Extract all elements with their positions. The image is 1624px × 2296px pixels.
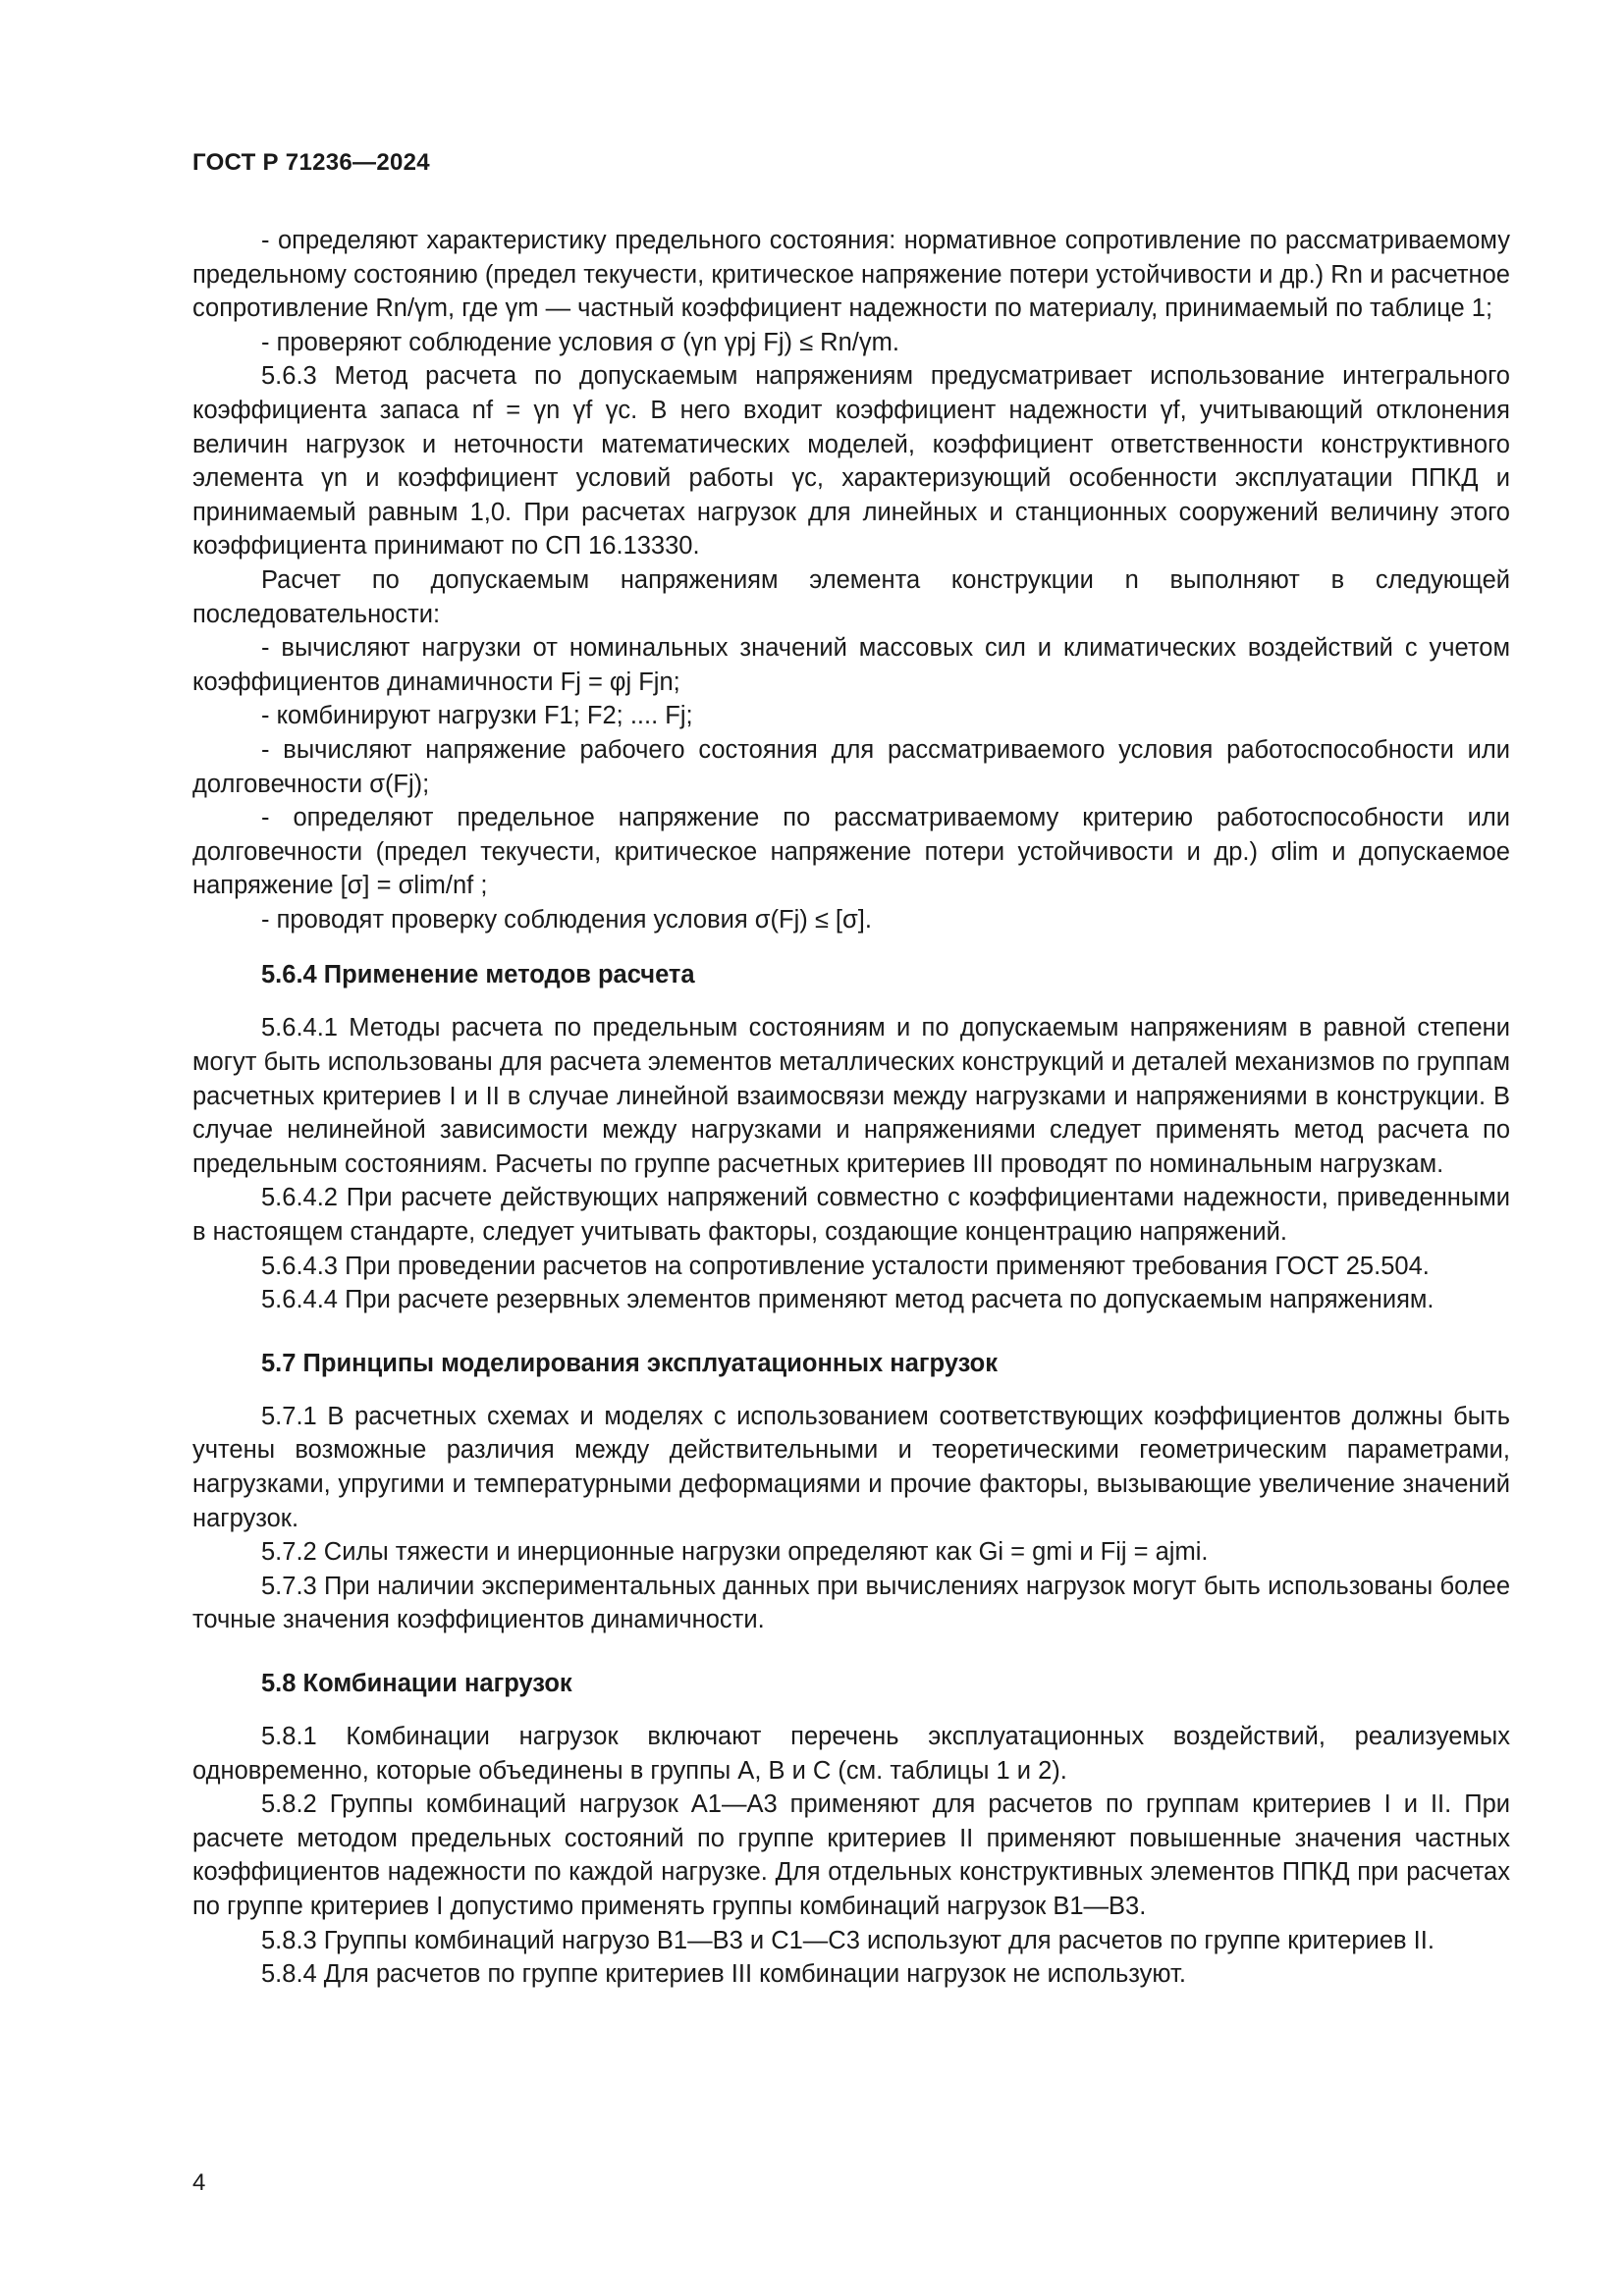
paragraph: - определяют предельное напряжение по рассматриваемому критерию работоспособности или долговечности (предел текучести, критическое напряжение потери устойчивости и др.) σlim и допускаемое напряжение [σ] = σlim/nf ; (192, 804, 1510, 900)
paragraph: 5.7.3 При наличии экспериментальных данных при вычислениях нагрузок могут быть использованы более точные значения коэффициентов динамичности. (192, 1572, 1510, 1634)
page-number: 4 (192, 2169, 206, 2196)
document-body (192, 224, 1510, 1992)
paragraph: 5.6.4.4 При расчете резервных элементов применяют метод расчета по допускаемым напряжениям. (261, 1286, 1435, 1314)
paragraph: - комбинируют нагрузки F1; F2; .... Fj; (261, 702, 693, 730)
paragraph: 5.7.2 Силы тяжести и инерционные нагрузки определяют как Gi = gmi и Fij = ajmi. (261, 1538, 1209, 1567)
paragraph: - определяют характеристику предельного состояния: нормативное сопротивление по рассматриваемому предельному состоянию (предел текучести, критическое напряжение потери устойчивости и др.) Rn и расчетное сопротивление Rn/γm, где γm — частный коэффициент надежности по материалу, принимаемый по таблице 1; (192, 227, 1510, 323)
paragraph: 5.6.4.3 При проведении расчетов на сопротивление усталости применяют требования ГОСТ 25.504. (261, 1252, 1430, 1280)
paragraph: - проводят проверку соблюдения условия σ(Fj) ≤ [σ]. (261, 905, 872, 934)
paragraph: 5.7.1 В расчетных схемах и моделях с использованием соответствующих коэффициентов должны быть учтены возможные различия между действительными и теоретическими геометрическим параметрами, нагрузками, упругими и температурными деформациями и прочие факторы, вызывающие увеличение значений нагрузок. (192, 1402, 1510, 1532)
paragraph: 5.6.4.1 Методы расчета по предельным состояниям и по допускаемым напряжениям в равной степени могут быть использованы для расчета элементов металлических конструкций и деталей механизмов по группам расчетных критериев I и II в случае линейной взаимосвязи между нагрузками и напряжениями в конструкции. В случае нелинейной зависимости между нагрузками и напряжениями следует применять метод расчета по предельным состояниям. Расчеты по группе расчетных критериев III проводят по номинальным нагрузкам. (192, 1014, 1510, 1178)
paragraph: 5.8.4 Для расчетов по группе критериев III комбинации нагрузок не используют. (261, 1960, 1186, 1989)
section-heading-5-6-4: 5.6.4 Применение методов расчета (261, 961, 695, 989)
paragraph: - проверяют соблюдение условия σ (γn γpj Fj) ≤ Rn/γm. (261, 328, 899, 356)
document-header: ГОСТ Р 71236—2024 (192, 149, 430, 176)
paragraph: - вычисляют напряжение рабочего состояния для рассматриваемого условия работоспособности или долговечности σ(Fj); (192, 735, 1510, 798)
section-heading-5-8: 5.8 Комбинации нагрузок (261, 1669, 572, 1697)
paragraph: Расчет по допускаемым напряжениям элемента конструкции n выполняют в следующей последовательности: (192, 565, 1510, 628)
section-heading-5-7: 5.7 Принципы моделирования эксплуатационных нагрузок (261, 1349, 998, 1377)
paragraph: 5.6.3 Метод расчета по допускаемым напряжениям предусматривает использование интегрального коэффициента запаса nf = γn γf γc. В него входит коэффициент надежности γf, учитывающий отклонения величин нагрузок и неточности математических моделей, коэффициент ответственности конструктивного элемента γn и коэффициент условий работы γc, характеризующий особенности эксплуатации ППКД и принимаемый равным 1,0. При расчетах нагрузок для линейных и станционных сооружений величину этого коэффициента принимают по СП 16.13330. (192, 362, 1510, 561)
paragraph: 5.8.3 Группы комбинаций нагрузо В1—В3 и С1—С3 используют для расчетов по группе критериев II. (261, 1926, 1435, 1954)
paragraph: - вычисляют нагрузки от номинальных значений массовых сил и климатических воздействий с учетом коэффициентов динамичности Fj = φj Fjn; (192, 634, 1510, 696)
paragraph: 5.6.4.2 При расчете действующих напряжений совместно с коэффициентами надежности, приведенными в настоящем стандарте, следует учитывать факторы, создающие концентрацию напряжений. (192, 1184, 1510, 1247)
paragraph: 5.8.2 Группы комбинаций нагрузок А1—А3 применяют для расчетов по группам критериев I и II. При расчете методом предельных состояний по группе критериев II применяют повышенные значения частных коэффициентов надежности по каждой нагрузке. Для отдельных конструктивных элементов ППКД при расчетах по группе критериев I допустимо применять группы комбинаций нагрузок В1—В3. (192, 1790, 1510, 1920)
paragraph: 5.8.1 Комбинации нагрузок включают перечень эксплуатационных воздействий, реализуемых одновременно, которые объединены в группы А, В и С (см. таблицы 1 и 2). (192, 1722, 1510, 1785)
